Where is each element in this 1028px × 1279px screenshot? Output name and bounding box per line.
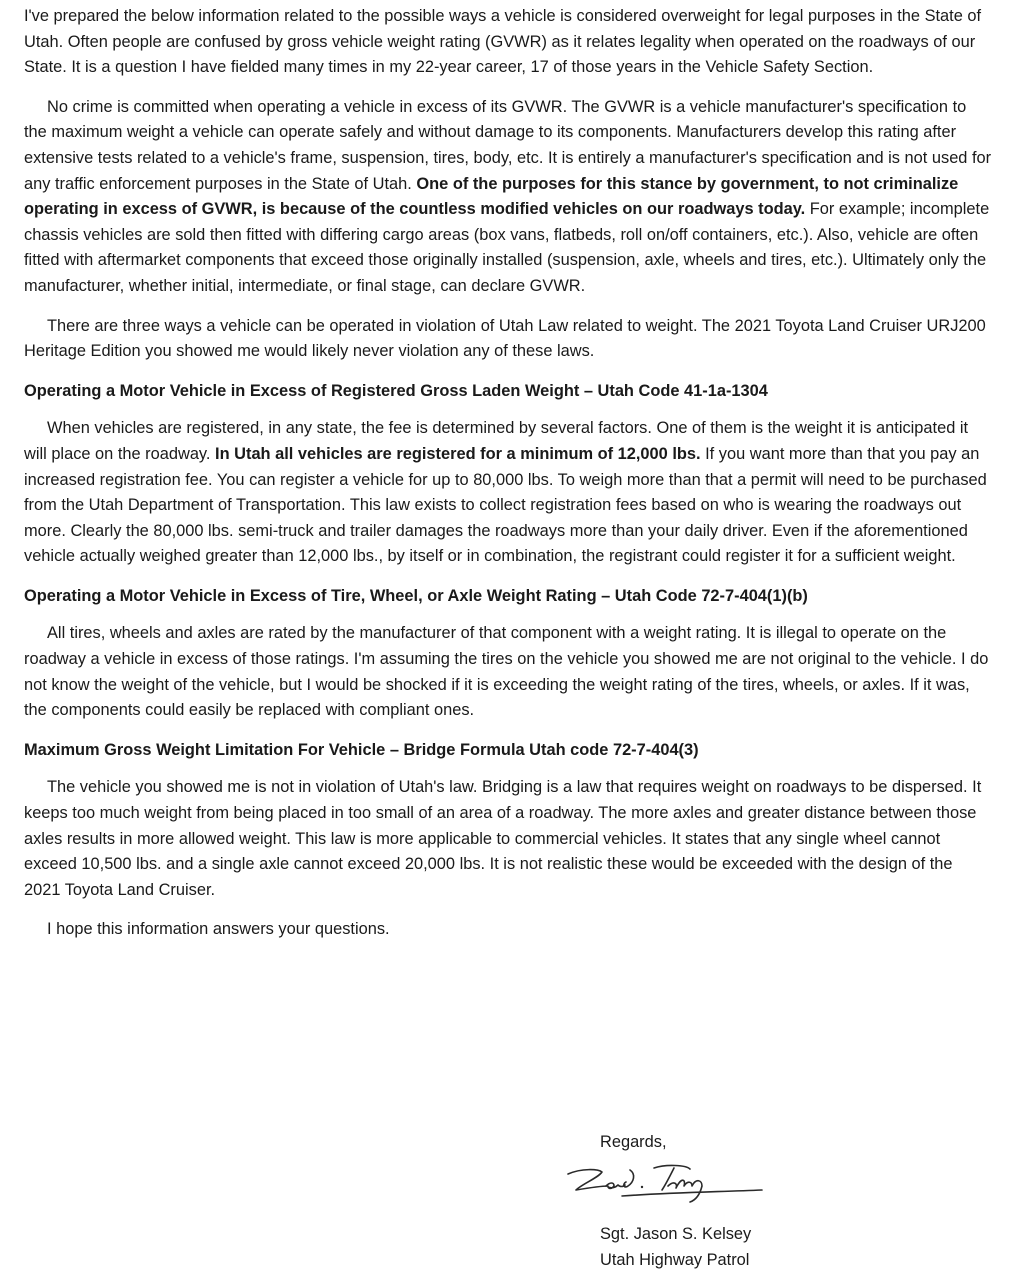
signature-block [600,1222,751,1273]
intro-paragraph: I've prepared the below information related to the possible ways a vehicle is considered overweight for legal purposes in the State of Utah. Often people are confused by gross vehicle weight rating (GVWR) as it relates legality when operated on the roadways of our State. It is a question I have fielded many times in my 22-year career, 17 of those years in the Vehicle Safety Section. [24,7,982,77]
gvwr-bold-statement: One of the purposes for this stance by government, to not criminalize operating in excess of GVWR, is because of the countless modified vehicles on our roadways today. [24,174,959,219]
registered-weight-text-start: When vehicles are registered, in any state, the fee is determined by several factors. One of them is the weight it is anticipated it will place on the roadway. [24,419,969,463]
bridge-formula-paragraph: The vehicle you showed me is not in violation of Utah's law. Bridging is a law that requires weight on roadways to be dispersed. It keeps too much weight from being placed in too small of an area of a roadway. The more axles and greater distance between those axles results in more allowed weight. This law is more applicable to commercial vehicles. It states that any single wheel cannot exceed 10,500 lbs. and a single axle cannot exceed 20,000 lbs. It is not realistic these would be exceeded with the design of the 2021 Toyota Land Cruiser. [24,778,982,899]
section-heading-tire-axle: Operating a Motor Vehicle in Excess of Tire, Wheel, or Axle Weight Rating – Utah Code 72-7-404(1)(b) [24,586,808,605]
registered-weight-paragraph [24,416,992,570]
closing-line: I hope this information answers your questions. [47,920,390,939]
signer-name: Sgt. Jason S. Kelsey [600,1225,752,1243]
registered-weight-text-end: If you want more than that you pay an increased registration fee. You can register a vehicle for up to 80,000 lbs. To weigh more than that a permit will need to be purchased from the Utah Department of Transportation. This law exists to collect registration fees based on who is wearing the roadways out more. Clearly the 80,000 lbs. semi-truck and trailer damages the roadways more than your daily driver. Even if the aforementioned vehicle actually weighed greater than 12,000 lbs., by itself or in combination, the registrant could register it for a sufficient weight. [24,444,987,566]
registered-weight-bold-statement: In Utah all vehicles are registered for a minimum of 12,000 lbs. [215,444,701,463]
handwritten-signature [562,1160,772,1210]
tire-axle-paragraph: All tires, wheels and axles are rated by the manufacturer of that component with a weight rating. It is illegal to operate on the roadway a vehicle in excess of those ratings. I'm assuming the tires on the vehicle you showed me are not original to the vehicle. I do not know the weight of the vehicle, but I would be shocked if it is exceeding the weight rating of the tires, wheels, or axles. If it was, the components could easily be replaced with compliant ones. [24,624,989,720]
regards-text: Regards, [600,1133,667,1151]
section-heading-bridge-formula: Maximum Gross Weight Limitation For Vehicle – Bridge Formula Utah code 72-7-404(3) [24,740,699,759]
section-heading-registered-weight: Operating a Motor Vehicle in Excess of Registered Gross Laden Weight – Utah Code 41-1a-1304 [24,381,768,400]
gvwr-paragraph [24,95,992,300]
gvwr-text-start: No crime is committed when operating a vehicle in excess of its GVWR. The GVWR is a vehicle manufacturer's specification to the maximum weight a vehicle can operate safely and without damage to its components. Manufacturers develop this rating after extensive tests related to a vehicle's frame, suspension, tires, body, etc. It is entirely a manufacturer's specification and is not used for any traffic enforcement purposes in the State of Utah. [24,97,992,193]
letter-body [24,4,992,957]
gvwr-text-end: For example; incomplete chassis vehicles are sold then fitted with differing cargo areas (box vans, flatbeds, roll on/off containers, etc.). Also, vehicle are often fitted with aftermarket components that exceed those originally installed (suspension, axle, wheels and tires, etc.). Ultimately only the manufacturer, whether initial, intermediate, or final stage, can declare GVWR. [24,200,990,295]
three-ways-paragraph: There are three ways a vehicle can be operated in violation of Utah Law related to weight. The 2021 Toyota Land Cruiser URJ200 Heritage Edition you showed me would likely never violation any of these laws. [24,316,986,361]
signer-organization: Utah Highway Patrol [600,1250,750,1269]
